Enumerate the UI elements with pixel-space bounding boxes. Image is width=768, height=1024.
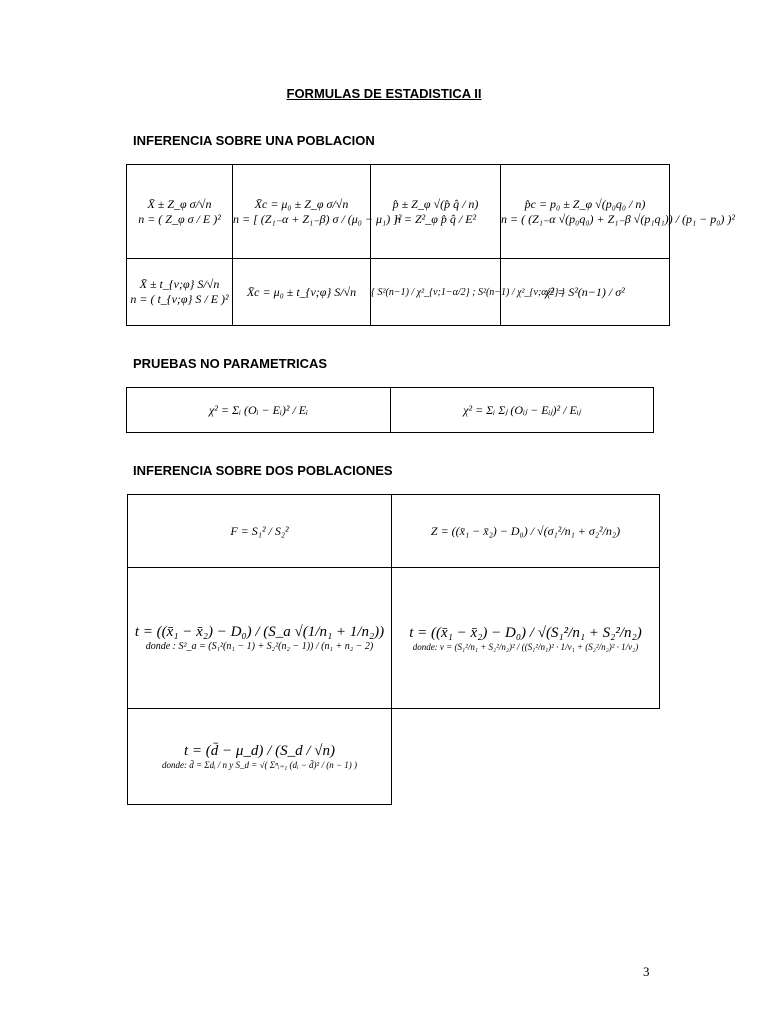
formula-critical-mean-t: X̄c = μ₀ ± t_{v;φ} S/√n [246,284,357,299]
formula-chi-square-variance: χ² = S²(n−1) / σ² [545,284,625,299]
formula-ci-proportion: p̂ ± Z_φ √(p̂ q̂ / n) [392,196,479,211]
formula-sample-size-power: n = [ (Z₁₋α + Z₁₋β) σ / (μ₀ − μ₁) ]² [233,211,402,226]
section-heading-una-poblacion: INFERENCIA SOBRE UNA POBLACION [133,133,375,148]
page-number: 3 [643,964,650,979]
formula-cell [391,388,654,433]
formula-f-variance-ratio: F = S₁² / S₂² [230,523,289,538]
section-heading-dos-poblaciones: INFERENCIA SOBRE DOS POBLACIONES [133,463,393,478]
formula-z-two-means: Z = ((x̄₁ − x̄₂) − D₀) / √(σ₁²/n₁ + σ₂²/n₂) [430,523,621,538]
formula-cell [501,165,736,259]
formula-cell [128,495,392,568]
formula-t-paired: t = (d̄ − μ_d) / (S_d / √n) [184,742,335,759]
formula-critical-mean-z: X̄c = μ₀ ± Z_φ σ/√n [254,196,349,211]
formula-cell [233,165,402,259]
formula-cell [127,165,233,259]
formula-cell [128,568,392,709]
formula-chi-square-contingency: χ² = Σᵢ Σⱼ (Oᵢⱼ − Eᵢⱼ)² / Eᵢⱼ [463,402,581,417]
formula-ci-variance: { S²(n−1) / χ²_{v;1−α/2} ; S²(n−1) / χ²_{v;α/2} } [371,286,565,298]
formula-table-no-parametricas [126,387,654,433]
formula-pooled-variance: donde : S²_a = (S₁²(n₁ − 1) + S₂²(n₂ − 1)) / (n₁ + n₂ − 2) [145,641,374,652]
formula-cell [392,495,660,568]
formula-chi-square-goodness-of-fit: χ² = Σᵢ (Oᵢ − Eᵢ)² / Eᵢ [208,402,309,417]
formula-sample-size-mean: n = ( Z_φ σ / E )² [138,211,221,226]
formula-critical-proportion: p̂c = p₀ ± Z_φ √(p₀q₀ / n) [524,196,646,211]
formula-cell [233,259,371,326]
formula-table-dos-poblaciones [127,494,660,805]
formula-sample-size-proportion: n = Z²_φ p̂ q̂ / E² [394,211,477,226]
formula-cell [371,165,501,259]
document-title: FORMULAS DE ESTADISTICA II [286,86,482,101]
formula-sample-size-mean-t: n = ( t_{v;φ} S / E )² [130,292,229,306]
formula-cell [127,388,391,433]
formula-ci-mean-z: X̄ ± Z_φ σ/√n [147,196,212,211]
empty-cell [392,709,660,805]
formula-t-unequal-variances: t = ((x̄₁ − x̄₂) − D₀) / √(S₁²/n₁ + S₂²/n₂) [409,624,642,641]
formula-table-una-poblacion [126,164,736,326]
formula-cell [371,259,565,326]
formula-sample-size-proportion-power: n = ( (Z₁₋α √(p₀q₀) + Z₁₋β √(p₁q₁)) / (p₁ − p₀) )² [501,211,736,226]
formula-cell [127,259,233,326]
formula-ci-mean-t: X̄ ± t_{v;φ} S/√n [139,277,220,291]
formula-t-pooled: t = ((x̄₁ − x̄₂) − D₀) / (S_a √(1/n₁ + 1/n₂)) [134,624,385,640]
formula-cell [128,709,392,805]
formula-degrees-of-freedom: donde: v = (S₁²/n₁ + S₂²/n₂)² / ((S₁²/n₁)² · 1/v₁ + (S₂²/n₂)² · 1/v₂) [412,641,639,652]
formula-cell [392,568,660,709]
section-heading-no-parametricas: PRUEBAS NO PARAMETRICAS [133,356,328,371]
formula-paired-mean-sd: donde: d̄ = Σdᵢ / n y S_d = √( Σⁿᵢ₌₁ (dᵢ − d̄)² / (n − 1) ) [161,759,358,770]
